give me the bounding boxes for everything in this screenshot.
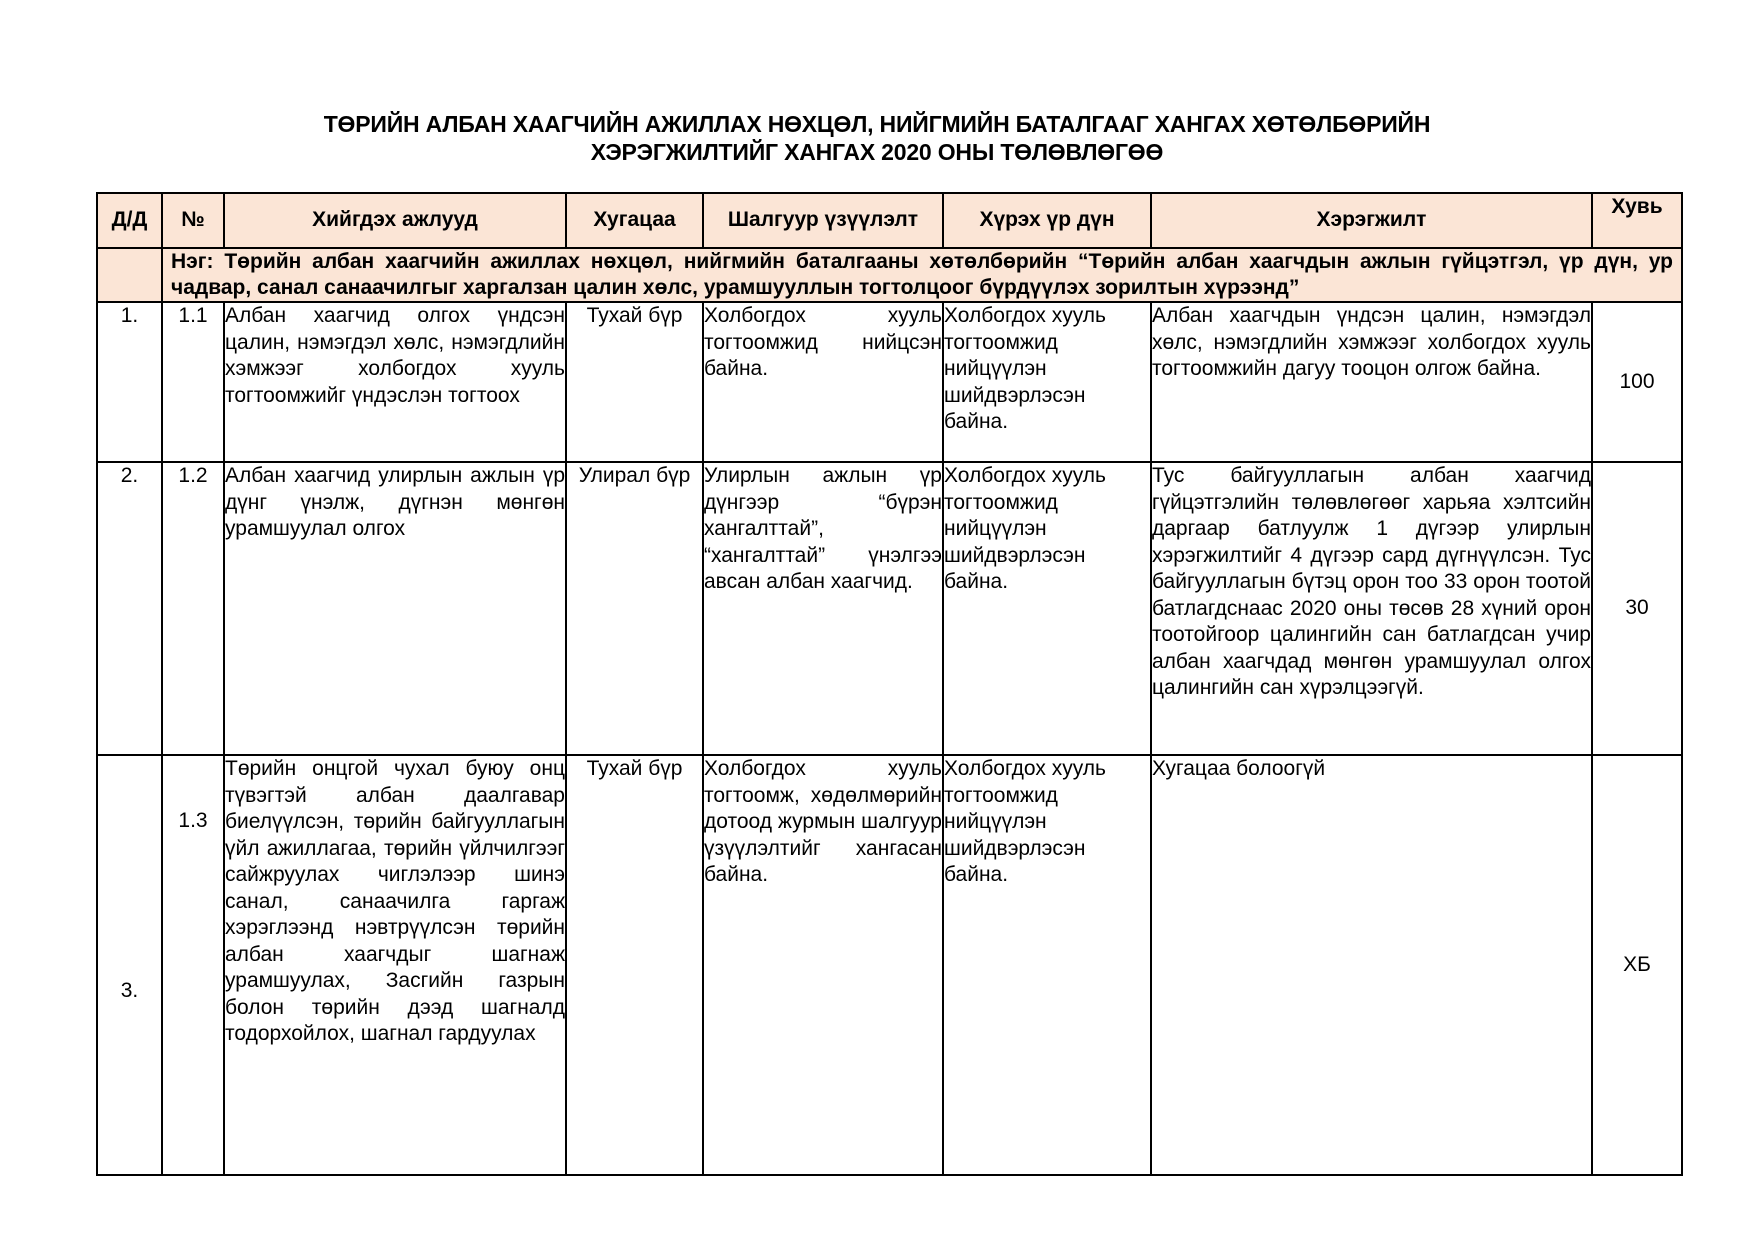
row-result: Холбогдох хууль тогтоомжид нийцүүлэн шийдвэрлэсэн байна. [943,462,1151,755]
plan-table [96,192,1683,1176]
header-implementation: Хэрэгжилт [1151,193,1592,248]
header-dd: Д/Д [97,193,162,248]
table-row [97,755,1682,1175]
row-no: 1.2 [162,462,224,755]
row-no: 1.3 [162,755,224,1175]
row-dd: 3. [97,755,162,1175]
row-percent: 30 [1592,462,1682,755]
table-row [97,462,1682,755]
title-line-2: ХЭРЭГЖИЛТИЙГ ХАНГАХ 2020 ОНЫ ТӨЛӨВЛӨГӨӨ [590,139,1164,165]
section-title: Нэг: Төрийн албан хаагчийн ажиллах нөхцөл, нийгмийн баталгааны хөтөлбөрийн “Төрийн албан хаагчдын ажлын гүйцэтгэл, үр дүн, ур чадвар, санал санаачилгыг харгалзан цалин хөлс, урамшууллын тогтолцоог бүрдүүлэх зорилтын хүрээнд” [162,248,1682,302]
row-no: 1.1 [162,302,224,462]
row-implementation: Хугацаа болоогүй [1151,755,1592,1175]
document-title [0,110,1754,166]
section-blank-cell [97,248,162,302]
row-task: Албан хаагчид олгох үндсэн цалин, нэмэгдэл хөлс, нэмэгдлийн хэмжээг холбогдох хууль тогтоомжийг үндэслэн тогтоох [224,302,566,462]
row-deadline: Улирал бүр [566,462,703,755]
row-task: Төрийн онцгой чухал буюу онц түвэгтэй албан даалгавар биелүүлсэн, төрийн байгууллагын үйл ажиллагаа, төрийн үйлчилгээг сайжруулах чиглэлээр шинэ санал, санаачилга гаргаж хэрэглээнд нэвтрүүлсэн төрийн албан хаагчдыг шагнаж урамшуулах, Засгийн газрын болон төрийн дээд шагналд тодорхойлох, шагнал гардуулах [225,757,565,1045]
header-deadline: Хугацаа [566,193,703,248]
row-implementation: Албан хаагчдын үндсэн цалин, нэмэгдэл хөлс, нэмэгдлийн хэмжээг холбогдох хууль тогтоомжийн дагуу тооцон олгож байна. [1151,302,1592,462]
row-result: Холбогдох хууль тогтоомжид нийцүүлэн шийдвэрлэсэн байна. [943,755,1151,1175]
row-deadline: Тухай бүр [566,755,703,1175]
header-result: Хүрэх үр дүн [943,193,1151,248]
section-row [97,248,1682,302]
header-task: Хийгдэх ажлууд [224,193,566,248]
row-implementation: Тус байгууллагын албан хаагчид гүйцэтгэлийн төлөвлөгөөг харьяа хэлтсийн даргаар батлуулж 1 дүгээр улирлын хэрэгжилтийг 4 дүгээр сард дүгнүүлсэн. Тус байгууллагын бүтэц орон тоо 33 орон тоотой батлагдснаас 2020 оны төсөв 28 хүний орон тоотойгоор цалингийн сан батлагдсан учир албан хаагчдад мөнгөн урамшуулал олгох цалингийн сан хүрэлцээгүй. [1151,462,1592,755]
row-percent: ХБ [1592,755,1682,1175]
row-criteria: Улирлын ажлын үр дүнгээр “бүрэн хангалттай”, “хангалттай” үнэлгээ авсан албан хаагчид. [703,462,943,755]
table-row [97,302,1682,462]
row-dd: 2. [97,462,162,755]
row-dd: 1. [97,302,162,462]
row-task: Албан хаагчид улирлын ажлын үр дүнг үнэлж, дүгнэн мөнгөн урамшуулал олгох [224,462,566,755]
row-deadline: Тухай бүр [566,302,703,462]
row-criteria: Холбогдох хууль тогтоомжид нийцсэн байна. [703,302,943,462]
header-no: № [162,193,224,248]
header-percent: Хувь [1592,193,1682,248]
header-criteria: Шалгуур үзүүлэлт [703,193,943,248]
header-row [97,193,1682,248]
row-task-cell [224,755,566,1175]
row-criteria: Холбогдох хууль тогтоомж, хөдөлмөрийн дотоод журмын шалгуур үзүүлэлтийг хангасан байна. [703,755,943,1175]
row-percent: 100 [1592,302,1682,462]
row-result: Холбогдох хууль тогтоомжид нийцүүлэн шийдвэрлэсэн байна. [943,302,1151,462]
title-line-1: ТӨРИЙН АЛБАН ХААГЧИЙН АЖИЛЛАХ НӨХЦӨЛ, НИЙГМИЙН БАТАЛГААГ ХАНГАХ ХӨТӨЛБӨРИЙН [323,111,1431,137]
